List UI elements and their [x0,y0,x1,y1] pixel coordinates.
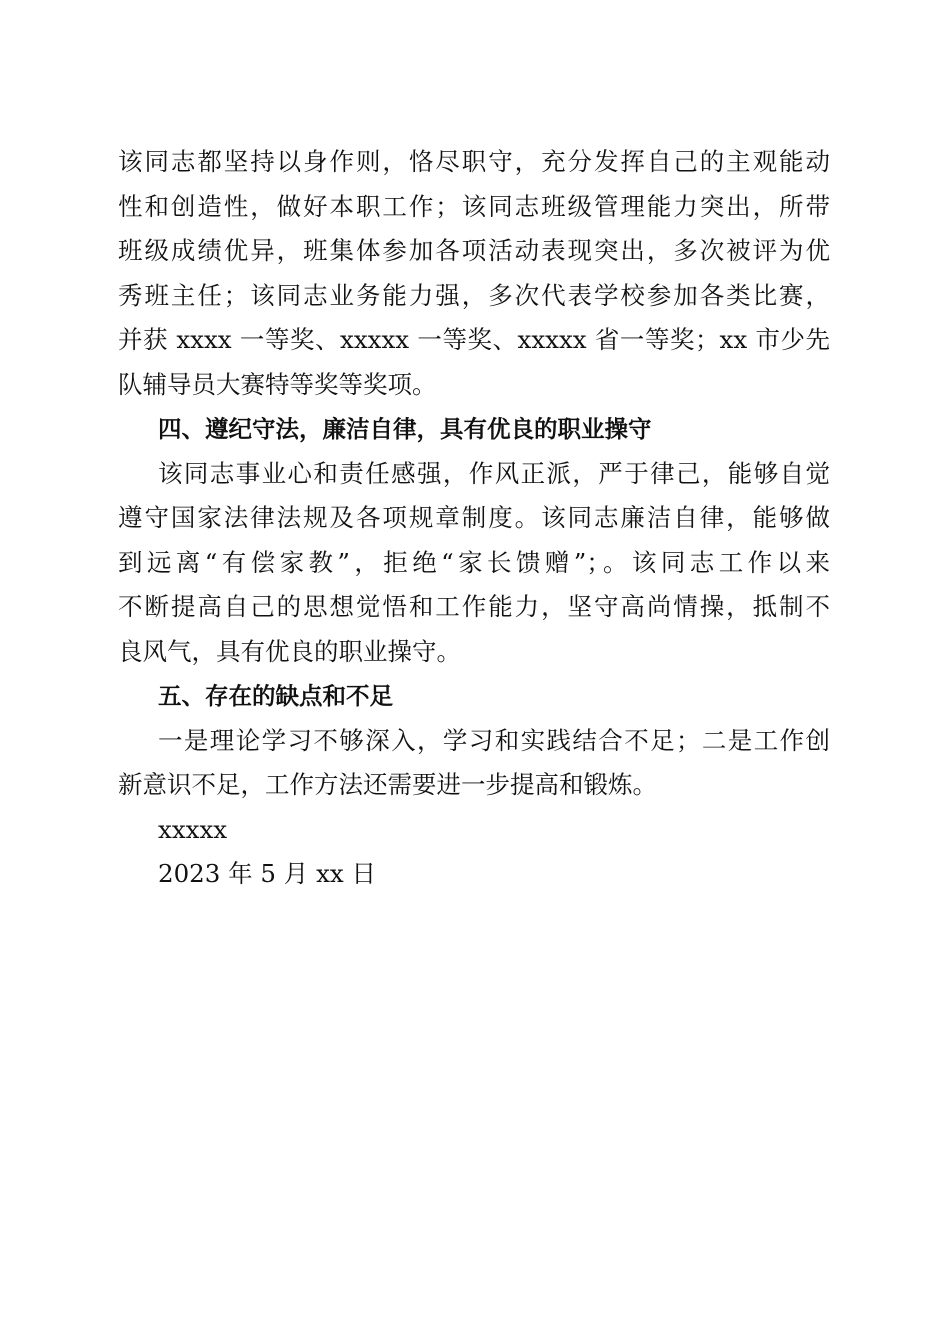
document-body [118,140,830,897]
paragraph-line: 到远离“有偿家教”，拒绝“家长馈赠”；。该同志工作以来 [118,547,830,577]
paragraph-line: 并获 xxxx 一等奖、xxxxx 一等奖、xxxxx 省一等奖；xx 市少先 [118,325,830,354]
paragraph-line: 良风气，具有优良的职业操守。 [118,636,461,666]
section-5-heading: 五、存在的缺点和不足 [158,682,393,710]
paragraph-line: 该同志都坚持以身作则，恪尽职守，充分发挥自己的主观能动 [118,147,830,176]
paragraph-line: 班级成绩优异，班集体参加各项活动表现突出，多次被评为优 [118,236,830,265]
paragraph-line: 不断提高自己的思想觉悟和工作能力，坚守高尚情操，抵制不 [118,592,830,621]
paragraph-line: 队辅导员大赛特等奖等奖项。 [118,369,437,399]
section-5-paragraph [118,719,830,808]
paragraph-line: 性和创造性，做好本职工作；该同志班级管理能力突出，所带 [118,191,830,221]
signature-block [118,808,830,897]
paragraph-line: 新意识不足，工作方法还需要进一步提高和锻炼。 [118,770,657,799]
paragraph-line: 遵守国家法律法规及各项规章制度。该同志廉洁自律，能够做 [118,503,830,532]
section-4-heading: 四、遵纪守法，廉洁自律，具有优良的职业操守 [158,415,652,443]
paragraph-line: 一是理论学习不够深入，学习和实践结合不足；二是工作创 [158,725,830,755]
paragraph-line: 秀班主任；该同志业务能力强，多次代表学校参加各类比赛， [118,280,830,310]
signature-name: xxxxx [158,814,228,844]
signature-date: 2023 年 5 月 xx 日 [158,859,377,888]
section-4-paragraph [118,452,830,675]
continuation-paragraph [118,140,830,407]
paragraph-line: 该同志事业心和责任感强，作风正派，严于律己，能够自觉 [158,458,830,488]
